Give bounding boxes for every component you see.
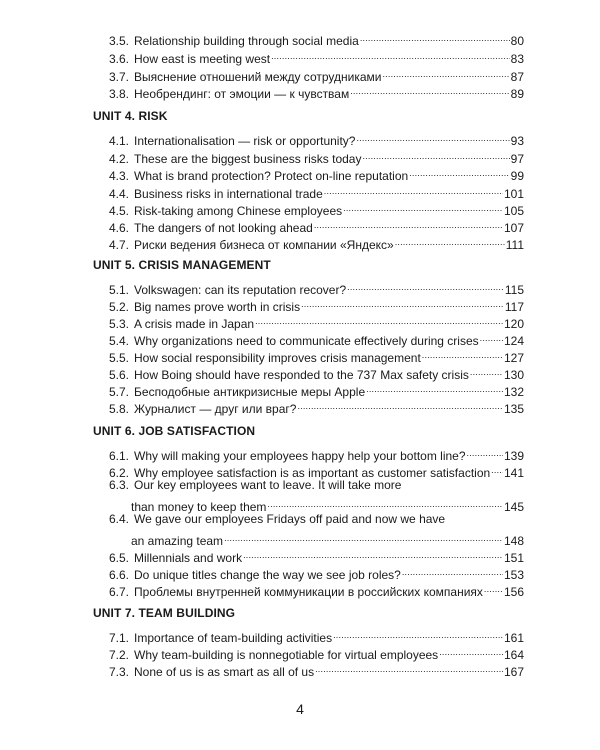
toc-entry-5-5[interactable] <box>109 344 524 365</box>
entry-page: 132 <box>503 385 524 399</box>
entry-number: 5.7. <box>109 385 130 399</box>
dot-leader <box>350 80 509 98</box>
dot-leader <box>484 578 503 596</box>
toc-entry-6-1[interactable] <box>109 442 524 463</box>
entry-number: 4.2. <box>109 152 130 166</box>
dot-leader <box>333 624 503 642</box>
entry-number: 6.4. <box>109 512 130 526</box>
entry-page: 148 <box>503 534 524 548</box>
entry-title: Importance of team-building activities <box>134 631 333 645</box>
entry-title: Проблемы внутренней коммуникации в российских компаниях <box>134 585 483 599</box>
entry-page: 151 <box>503 551 524 565</box>
entry-title-continuation: an amazing team <box>131 534 224 548</box>
entry-number: 6.2. <box>109 466 130 480</box>
toc-entry-3-7[interactable] <box>109 63 524 84</box>
entry-page: 83 <box>510 52 524 66</box>
entry-page: 87 <box>510 70 524 84</box>
entry-page: 117 <box>504 300 524 314</box>
toc-entry-6-7[interactable] <box>109 578 524 599</box>
entry-page: 89 <box>510 87 524 101</box>
dot-leader <box>439 641 503 659</box>
dot-leader <box>271 45 510 63</box>
toc-entry-4-2[interactable] <box>109 145 524 166</box>
entry-page: 99 <box>510 169 524 183</box>
entry-number: 5.2. <box>109 300 130 314</box>
entry-number: 3.5. <box>109 34 130 48</box>
toc-entry-3-6[interactable] <box>109 45 524 66</box>
dot-leader <box>314 214 503 232</box>
unit-4-heading: UNIT 4. RISK <box>93 109 168 123</box>
toc-entry-7-3[interactable] <box>109 658 524 679</box>
entry-title: These are the biggest business risks today <box>134 152 362 166</box>
toc-entry-6-4[interactable] <box>109 510 524 528</box>
unit-6-heading: UNIT 6. JOB SATISFACTION <box>93 424 256 438</box>
entry-number: 7.2. <box>109 648 130 662</box>
entry-number: 5.8. <box>109 402 130 416</box>
entry-page: 135 <box>503 402 524 416</box>
entry-title: Выяснение отношений между сотрудниками <box>134 70 382 84</box>
entry-title: Millennials and work <box>134 551 243 565</box>
dot-leader <box>395 231 505 249</box>
toc-entry-6-3-cont[interactable] <box>131 493 524 514</box>
entry-title: What is brand protection? Protect on-line reputation <box>134 169 409 183</box>
dot-leader <box>343 197 503 215</box>
entry-page: 120 <box>503 317 524 331</box>
dot-leader <box>491 459 503 477</box>
entry-page: 161 <box>503 631 524 645</box>
dot-leader <box>315 658 503 676</box>
entry-page: 164 <box>503 648 524 662</box>
toc-entry-4-7[interactable] <box>109 231 524 252</box>
entry-page: 111 <box>505 238 524 252</box>
toc-entry-5-2[interactable] <box>109 293 524 314</box>
dot-leader <box>360 27 510 45</box>
entry-number: 4.7. <box>109 238 130 252</box>
dot-leader <box>255 310 503 328</box>
toc-entry-4-1[interactable] <box>109 127 524 148</box>
entry-number: 6.3. <box>109 478 130 492</box>
dot-leader <box>324 180 503 198</box>
entry-title: Необрендинг: от эмоции — к чувствам <box>134 87 350 101</box>
toc-entry-3-8[interactable] <box>109 80 524 101</box>
entry-title: Do unique titles change the way we see job roles? <box>134 568 401 582</box>
dot-leader <box>402 561 503 579</box>
dot-leader <box>422 344 503 362</box>
entry-title: Риски ведения бизнеса от компании «Яндекс» <box>134 238 394 252</box>
entry-title: Журналист — друг или враг? <box>134 402 297 416</box>
entry-number: 3.6. <box>109 52 130 66</box>
dot-leader <box>480 327 503 345</box>
toc-entry-4-3[interactable] <box>109 162 524 183</box>
toc-entry-4-6[interactable] <box>109 214 524 235</box>
entry-page: 141 <box>503 466 524 480</box>
entry-page: 124 <box>503 334 524 348</box>
entry-title: Why organizations need to communicate effectively during crises <box>134 334 479 348</box>
dot-leader <box>362 145 509 163</box>
entry-number: 7.3. <box>109 665 130 679</box>
entry-title: Relationship building through social media <box>134 34 359 48</box>
entry-title: Why will making your employees happy help your bottom line? <box>134 449 466 463</box>
entry-page: 97 <box>510 152 524 166</box>
entry-number: 3.8. <box>109 87 130 101</box>
toc-entry-5-3[interactable] <box>109 310 524 331</box>
entry-page: 93 <box>510 134 524 148</box>
entry-number: 5.1. <box>109 283 130 297</box>
toc-entry-3-5[interactable] <box>109 27 524 48</box>
entry-page: 145 <box>503 500 524 514</box>
entry-title: Бесподобные антикризисные меры Apple <box>134 385 366 399</box>
entry-number: 5.4. <box>109 334 130 348</box>
dot-leader <box>382 63 509 81</box>
toc-entry-7-1[interactable] <box>109 624 524 645</box>
unit-5-heading: UNIT 5. CRISIS MANAGEMENT <box>93 258 271 272</box>
entry-number: 4.1. <box>109 134 130 148</box>
dot-leader <box>224 527 503 545</box>
entry-number: 4.4. <box>109 187 130 201</box>
dot-leader <box>409 162 509 180</box>
dot-leader <box>347 276 504 294</box>
entry-page: 127 <box>503 351 524 365</box>
entry-number: 3.7. <box>109 70 130 84</box>
entry-page: 156 <box>503 585 524 599</box>
unit-7-heading: UNIT 7. TEAM BUILDING <box>93 606 236 620</box>
entry-number: 6.5. <box>109 551 130 565</box>
entry-number: 4.5. <box>109 204 130 218</box>
entry-title: We gave our employees Fridays off paid and now we have <box>134 512 446 526</box>
entry-number: 5.5. <box>109 351 130 365</box>
entry-title: The dangers of not looking ahead <box>134 221 313 235</box>
dot-leader <box>470 361 503 379</box>
toc-entry-5-7[interactable] <box>109 378 524 399</box>
entry-page: 130 <box>503 368 524 382</box>
dot-leader <box>301 293 504 311</box>
entry-page: 115 <box>504 283 524 297</box>
entry-title: Internationalisation — risk or opportunity? <box>134 134 356 148</box>
dot-leader <box>467 442 503 460</box>
toc-entry-6-6[interactable] <box>109 561 524 582</box>
entry-number: 5.6. <box>109 368 130 382</box>
toc-entry-6-4-cont[interactable] <box>131 527 524 548</box>
dot-leader <box>366 378 503 396</box>
toc-entry-4-5[interactable] <box>109 197 524 218</box>
entry-title: Business risks in international trade <box>134 187 323 201</box>
dot-leader <box>243 544 503 562</box>
entry-page: 101 <box>503 187 524 201</box>
entry-title: Our key employees want to leave. It will take more <box>134 478 402 492</box>
entry-number: 6.6. <box>109 568 130 582</box>
toc-entry-5-6[interactable] <box>109 361 524 382</box>
entry-title: Risk-taking among Chinese employees <box>134 204 343 218</box>
entry-number: 4.6. <box>109 221 130 235</box>
toc-entry-5-4[interactable] <box>109 327 524 348</box>
dot-leader <box>356 127 509 145</box>
entry-title: Why team-building is nonnegotiable for virtual employees <box>134 648 439 662</box>
toc-entry-6-2[interactable] <box>109 459 524 480</box>
entry-page: 139 <box>503 449 524 463</box>
toc-entry-5-1[interactable] <box>109 276 524 297</box>
dot-leader <box>297 395 503 413</box>
entry-title-continuation: than money to keep them <box>131 500 267 514</box>
entry-number: 5.3. <box>109 317 130 331</box>
toc-entry-5-8[interactable] <box>109 395 524 416</box>
entry-title: None of us is as smart as all of us <box>134 665 315 679</box>
entry-title: Why employee satisfaction is as important as customer satisfaction <box>134 466 491 480</box>
entry-page: 105 <box>503 204 524 218</box>
entry-page: 80 <box>510 34 524 48</box>
entry-title: A crisis made in Japan <box>134 317 255 331</box>
entry-page: 153 <box>503 568 524 582</box>
entry-number: 6.7. <box>109 585 130 599</box>
toc-entry-6-3[interactable] <box>109 476 524 494</box>
entry-title: How Boing should have responded to the 737 Max safety crisis <box>134 368 469 382</box>
dot-leader <box>267 493 503 511</box>
entry-title: Big names prove worth in crisis <box>134 300 301 314</box>
toc-entry-7-2[interactable] <box>109 641 524 662</box>
entry-title: How social responsibility improves crisis management <box>134 351 421 365</box>
entry-title: How east is meeting west <box>134 52 271 66</box>
entry-number: 6.1. <box>109 449 130 463</box>
entry-number: 7.1. <box>109 631 130 645</box>
entry-number: 4.3. <box>109 169 130 183</box>
entry-title: Volkswagen: can its reputation recover? <box>134 283 347 297</box>
toc-entry-6-5[interactable] <box>109 544 524 565</box>
entry-page: 167 <box>503 665 524 679</box>
page-number: 4 <box>296 701 304 717</box>
entry-page: 107 <box>503 221 524 235</box>
toc-entry-4-4[interactable] <box>109 180 524 201</box>
